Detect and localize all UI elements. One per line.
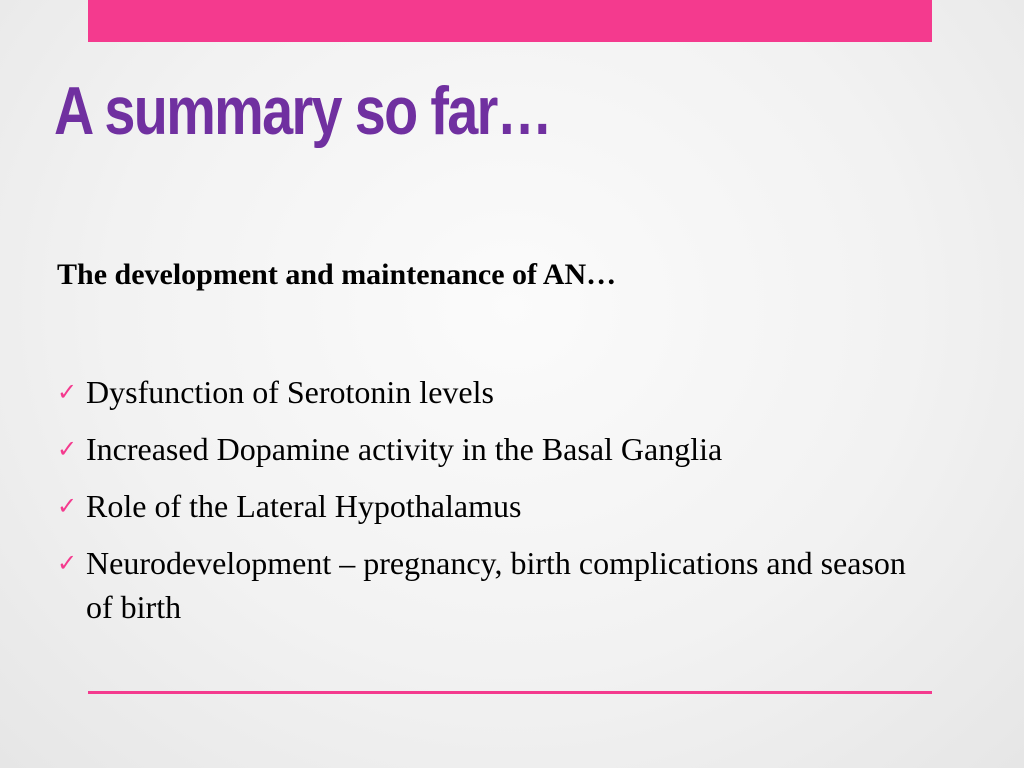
bullet-text: Neurodevelopment – pregnancy, birth complications and season of birth — [86, 545, 906, 625]
bullet-text: Role of the Lateral Hypothalamus — [86, 488, 522, 524]
checkmark-icon: ✓ — [57, 549, 78, 577]
bullet-text: Increased Dopamine activity in the Basal Ganglia — [86, 431, 723, 467]
bullet-item — [57, 370, 937, 414]
bullet-item — [57, 484, 937, 528]
slide-subtitle: The development and maintenance of AN… — [57, 258, 617, 291]
bullet-text: Dysfunction of Serotonin levels — [86, 374, 494, 410]
checkmark-icon: ✓ — [57, 492, 78, 520]
bullet-list — [57, 370, 937, 642]
checkmark-icon: ✓ — [57, 435, 78, 463]
bullet-item — [57, 541, 937, 629]
bullet-item — [57, 427, 937, 471]
top-accent-bar — [88, 0, 932, 42]
checkmark-icon: ✓ — [57, 378, 78, 406]
slide-title: A summary so far… — [54, 73, 551, 149]
bottom-divider-line — [88, 691, 932, 694]
